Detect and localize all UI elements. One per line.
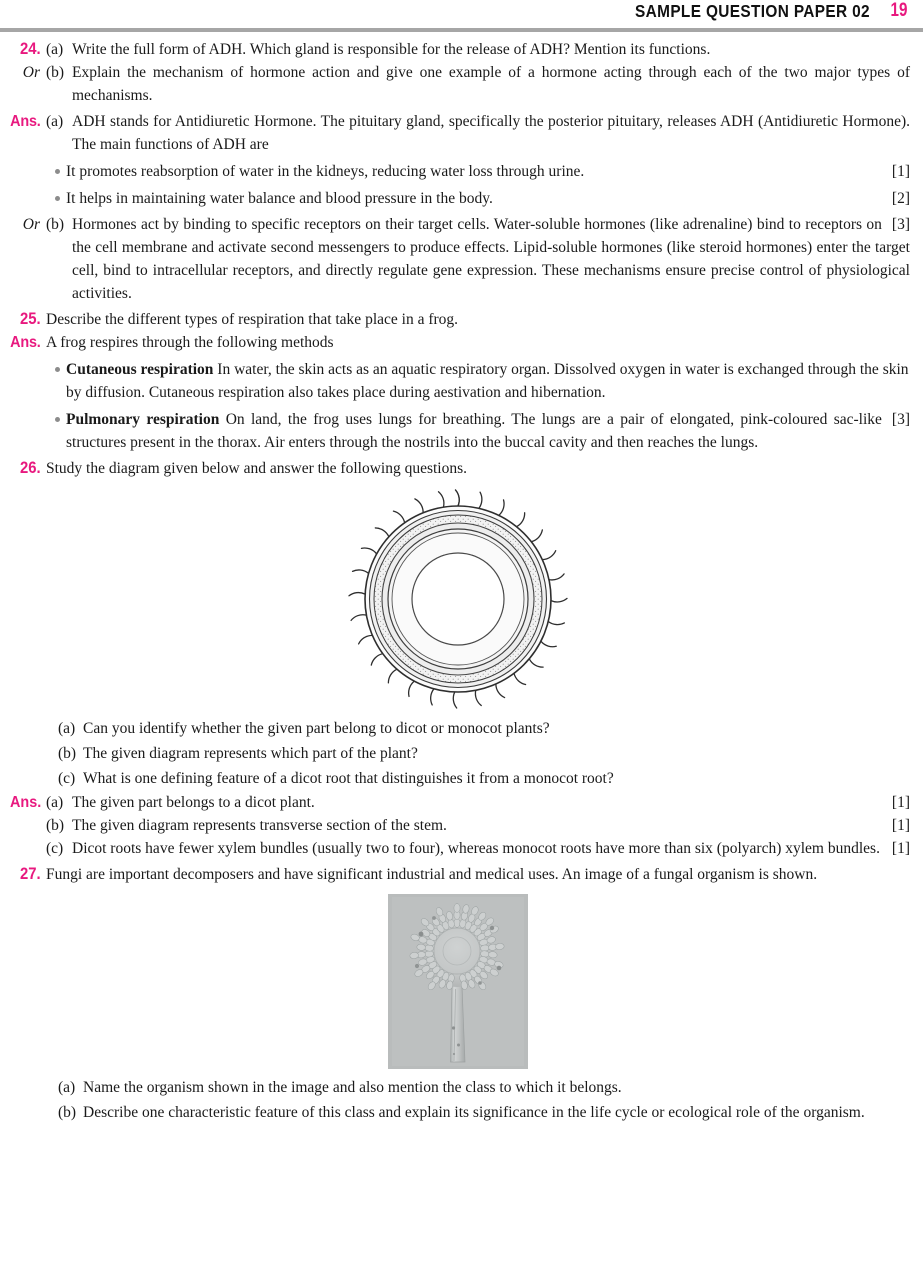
answer-25-bullet-2-text: On land, the frog uses lungs for breathing. The lungs are a pair of elongated, pink-coloured sac-like structures present in the thorax. Air enters through the nostrils into the buccal cavity and then reaches the lungs. — [66, 411, 882, 451]
header-divider-rule — [0, 28, 923, 32]
question-26-text: Study the diagram given below and answer the following questions. — [46, 460, 468, 477]
question-number-24: 24. — [19, 40, 41, 58]
question-24-or-label: Or — [22, 64, 40, 81]
answer-25-bullet-1-title: Cutaneous respiration — [66, 361, 214, 378]
answer-26-c-label: (c) — [46, 840, 64, 857]
answer-26-b-mark: [1] — [891, 817, 910, 834]
figure-stem-transverse-section — [6, 488, 910, 710]
question-number-27: 27. — [19, 865, 41, 883]
question-27-sub-questions — [6, 1075, 910, 1125]
page-content — [0, 30, 923, 1125]
answer-label-24: Ans. — [10, 113, 41, 130]
question-block-24 — [6, 38, 910, 305]
question-27-sub-b — [58, 1100, 910, 1125]
question-25 — [6, 308, 910, 331]
answer-block-26 — [6, 791, 910, 860]
answer-26-a-mark: [1] — [891, 794, 910, 811]
question-27-sub-a-text: Name the organism shown in the image and also mention the class to which it belongs. — [83, 1079, 622, 1096]
answer-24-a-label: (a) — [46, 113, 64, 130]
answer-25-bullet-2-title: Pulmonary respiration — [66, 411, 220, 428]
page-number: 19 — [890, 0, 908, 21]
question-26-sub-a — [58, 716, 910, 741]
question-number-25: 25. — [19, 310, 41, 328]
question-27 — [6, 863, 910, 886]
question-26-sub-b-text: The given diagram represents which part of the plant? — [83, 745, 418, 762]
question-27-sub-b-text: Describe one characteristic feature of this class and explain its significance in the life cycle or ecological role of the organism. — [83, 1104, 865, 1121]
answer-26-part-c — [46, 837, 910, 860]
question-26-sub-a-label: (a) — [58, 720, 76, 737]
stem-transverse-section-diagram — [347, 488, 569, 710]
bullet-dot-icon — [48, 358, 66, 372]
bullet-dot-icon — [48, 408, 66, 422]
question-26-sub-b — [58, 741, 910, 766]
answer-26-part-b — [46, 814, 910, 837]
question-24-b-label: (b) — [46, 64, 65, 81]
answer-25-bullets — [6, 358, 910, 454]
question-number-26: 26. — [19, 459, 41, 477]
answer-24-b-label: (b) — [46, 216, 65, 233]
question-26-sub-c — [58, 766, 910, 791]
answer-26-b-label: (b) — [46, 817, 65, 834]
question-block-27 — [6, 863, 910, 1125]
question-24-part-a — [6, 38, 910, 61]
question-block-26 — [6, 457, 910, 860]
answer-24-bullet-1-text: It promotes reabsorption of water in the kidneys, reducing water loss through urine. — [66, 163, 585, 180]
answer-24-b-mark: [3] — [891, 216, 910, 233]
question-27-sub-b-label: (b) — [58, 1104, 77, 1121]
answer-25-intro — [6, 331, 910, 354]
answer-24-part-b — [6, 213, 910, 305]
answer-24-b-text: Hormones act by binding to specific receptors on their target cells. Water-soluble hormones (like adrenaline) bind to receptors on the cell membrane and activate second messengers to produce effects. Lipid-soluble hormones (like steroid hormones) enter the target cell, bind to intracellular receptors, and directly regulate gene expression. These mechanisms ensure precise control of physiological activities. — [72, 216, 910, 302]
answer-24-a-text: ADH stands for Antidiuretic Hormone. The pituitary gland, specifically the posterior pituitary, releases ADH (Antidiuretic Hormone). The main functions of ADH are — [72, 113, 910, 153]
question-26-sub-questions — [6, 716, 910, 791]
question-block-25 — [6, 308, 910, 454]
answer-24-a-bullets — [6, 160, 910, 210]
answer-24-part-a — [6, 110, 910, 156]
question-27-sub-a — [58, 1075, 910, 1100]
list-item — [48, 408, 910, 454]
page-header — [0, 0, 923, 30]
bullet-dot-icon — [48, 187, 66, 201]
figure-fungal-micrograph — [6, 894, 910, 1069]
answer-25-intro-text: A frog respires through the following methods — [46, 334, 334, 351]
question-24-b-text: Explain the mechanism of hormone action and give one example of a hormone acting through each of the two major types of mechanisms. — [72, 64, 910, 104]
question-27-sub-a-label: (a) — [58, 1079, 76, 1096]
list-item — [48, 358, 910, 404]
list-item — [48, 160, 910, 183]
answer-label-25: Ans. — [10, 334, 41, 351]
answer-26-b-text: The given diagram represents transverse section of the stem. — [72, 817, 447, 834]
answer-26-a-text: The given part belongs to a dicot plant. — [72, 794, 315, 811]
question-26-sub-c-label: (c) — [58, 770, 76, 787]
list-item — [48, 187, 910, 210]
answer-24-bullet-1-mark: [1] — [891, 163, 910, 180]
answer-26-c-text: Dicot roots have fewer xylem bundles (usually two to four), whereas monocot roots have more than six (polyarch) xylem bundles. — [72, 840, 880, 857]
answer-26-a-label: (a) — [46, 794, 64, 811]
answer-24-or-label: Or — [22, 216, 40, 233]
aspergillus-micrograph — [388, 894, 528, 1069]
question-26-sub-b-label: (b) — [58, 745, 77, 762]
question-27-text: Fungi are important decomposers and have significant industrial and medical uses. An image of a fungal organism is shown. — [46, 866, 818, 883]
answer-26-c-mark: [1] — [891, 840, 910, 857]
answer-24-bullet-2-text: It helps in maintaining water balance and blood pressure in the body. — [66, 190, 493, 207]
question-24-a-text: Write the full form of ADH. Which gland is responsible for the release of ADH? Mention its functions. — [72, 41, 711, 58]
answer-label-26: Ans. — [10, 794, 42, 811]
question-24-part-b — [6, 61, 910, 107]
answer-25-bullet-2-mark: [3] — [891, 411, 910, 428]
answer-26-part-a — [46, 791, 910, 814]
question-26-sub-c-text: What is one defining feature of a dicot root that distinguishes it from a monocot root? — [83, 770, 614, 787]
answer-24-bullet-2-mark: [2] — [891, 190, 910, 207]
question-25-text: Describe the different types of respiration that take place in a frog. — [46, 311, 459, 328]
page-header-title: SAMPLE QUESTION PAPER 02 — [635, 1, 870, 21]
bullet-dot-icon — [48, 160, 66, 174]
question-26 — [6, 457, 910, 480]
answer-25-bullet-1-text: In water, the skin acts as an aquatic respiratory organ. Dissolved oxygen in water is exchanged through the skin by diffusion. Cutaneous respiration also takes place during aestivation and hibernation. — [66, 361, 909, 401]
question-26-sub-a-text: Can you identify whether the given part belong to dicot or monocot plants? — [83, 720, 550, 737]
question-24-a-label: (a) — [46, 41, 64, 58]
